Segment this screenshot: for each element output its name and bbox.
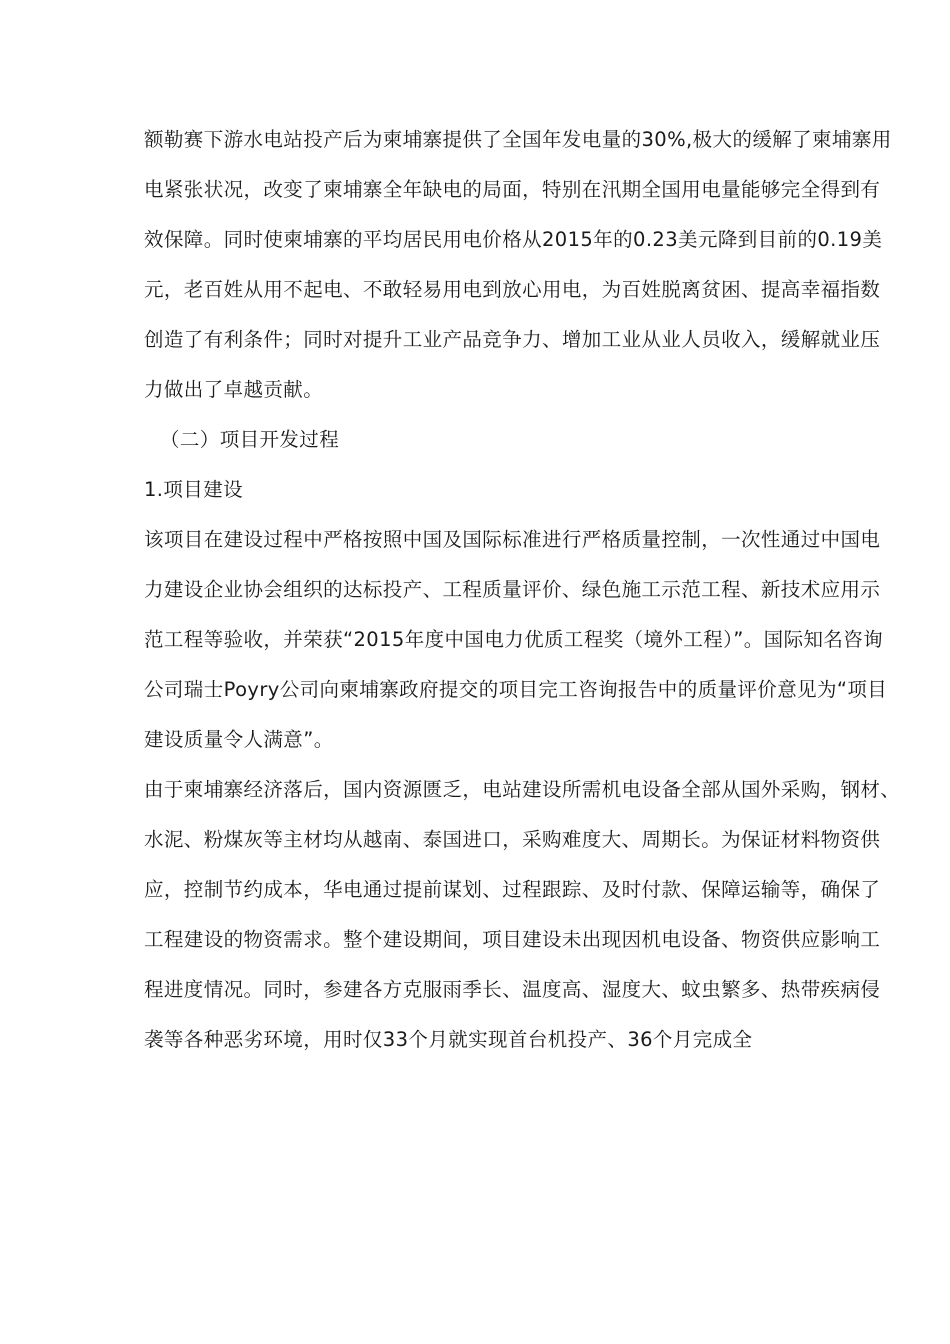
paragraph-line: 公司瑞士Poyry公司向柬埔寨政府提交的项目完工咨询报告中的质量评价意见为“项目 <box>144 678 888 701</box>
paragraph-line: 袭等各种恶劣环境，用时仅33个月就实现首台机投产、36个月完成全 <box>144 1028 753 1051</box>
paragraph-line: 范工程等验收，并荣获“2015年度中国电力优质工程奖（境外工程）”。国际知名咨询 <box>144 628 884 651</box>
paragraph-line: 额勒赛下游水电站投产后为柬埔寨提供了全国年发电量的30%,极大的缓解了柬埔寨用 <box>144 128 892 151</box>
paragraph-line: 元，老百姓从用不起电、不敢轻易用电到放心用电，为百姓脱离贫困、提高幸福指数 <box>144 278 881 301</box>
paragraph-line: 效保障。同时使柬埔寨的平均居民用电价格从2015年的0.23美元降到目前的0.19美 <box>144 228 883 251</box>
paragraph-line: 电紧张状况，改变了柬埔寨全年缺电的局面，特别在汛期全国用电量能够完全得到有 <box>144 178 881 201</box>
section-heading: （二）项目开发过程 <box>160 428 340 451</box>
paragraph-line: 工程建设的物资需求。整个建设期间，项目建设未出现因机电设备、物资供应影响工 <box>144 928 881 951</box>
paragraph-line: 力建设企业协会组织的达标投产、工程质量评价、绿色施工示范工程、新技术应用示 <box>144 578 881 601</box>
paragraph-line: 建设质量令人满意”。 <box>144 728 334 751</box>
paragraph-line: 力做出了卓越贡献。 <box>144 378 324 401</box>
paragraph-line: 由于柬埔寨经济落后，国内资源匮乏，电站建设所需机电设备全部从国外采购，钢材、 <box>144 778 901 801</box>
paragraph-line: 创造了有利条件；同时对提升工业产品竞争力、增加工业从业人员收入，缓解就业压 <box>144 328 881 351</box>
paragraph-line: 水泥、粉煤灰等主材均从越南、泰国进口，采购难度大、周期长。为保证材料物资供 <box>144 828 881 851</box>
paragraph-line: 该项目在建设过程中严格按照中国及国际标准进行严格质量控制，一次性通过中国电 <box>144 528 881 551</box>
paragraph-line: 程进度情况。同时，参建各方克服雨季长、温度高、湿度大、蚊虫繁多、热带疾病侵 <box>144 978 881 1001</box>
subsection-heading: 1.项目建设 <box>144 478 244 501</box>
paragraph-line: 应，控制节约成本，华电通过提前谋划、过程跟踪、及时付款、保障运输等，确保了 <box>144 878 881 901</box>
